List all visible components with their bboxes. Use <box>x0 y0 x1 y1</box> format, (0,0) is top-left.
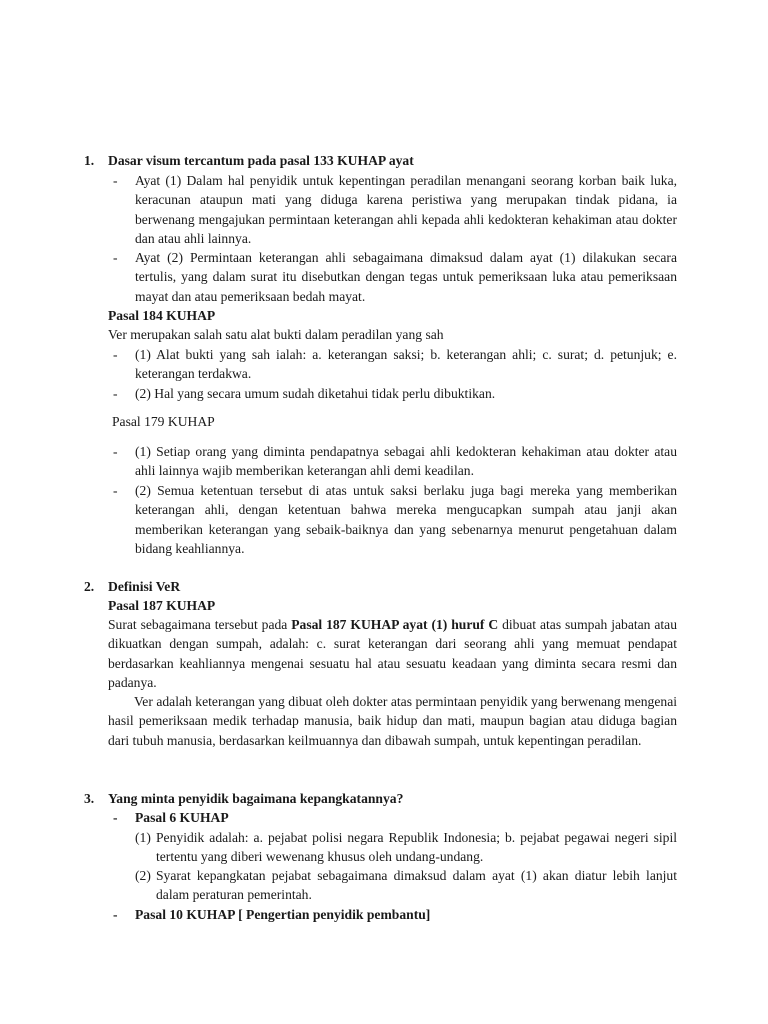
pasal-179-item-2: (2) Semua ketentuan tersebut di atas untuk saksi berlaku juga bagi mereka yang memberikan keterangan ahli, dengan ketentuan bahwa mereka mengucapkan sumpah atau janji akan memberikan keterangan yang sebaik-baiknya dan yang sebenarnya menurut pengetahuan dalam bidang keahliannya. <box>135 483 677 557</box>
section-2-title: Definisi VeR <box>108 579 181 594</box>
pasal-6-item-number: (2) <box>135 868 151 883</box>
pasal-6-title: Pasal 6 KUHAP <box>135 810 229 825</box>
section-2-number: 2. <box>84 579 95 594</box>
section-1-title: Dasar visum tercantum pada pasal 133 KUHAP ayat <box>108 153 414 168</box>
ayat-1-text: Ayat (1) Dalam hal penyidik untuk kepentingan peradilan menangani seorang korban baik luka, keracunan ataupun mati yang diduga karena peristiwa yang merupakan tindak pidana, ia berwenang mengajukan permintaan keterangan ahli kepada ahli kedokteran kehakiman atau dokter dan atau ahli lainnya. <box>135 173 677 247</box>
ver-definition-paragraph: Ver adalah keterangan yang dibuat oleh dokter atas permintaan penyidik yang berwenang mengenai hasil pemeriksaan medik terhadap manusia, baik hidup dan mati, maupun bagian atau diduga bagian dari tubuh manusia, berdasarkan keilmuannya dan dibawah sumpah, untuk kepentingan peradilan. <box>108 694 677 748</box>
pasal-187-title: Pasal 187 KUHAP <box>108 598 216 613</box>
pasal-6-item-1: Penyidik adalah: a. pejabat polisi negara Republik Indonesia; b. pejabat pegawai negeri sipil tertentu yang diberi wewenang khusus oleh undang-undang. <box>156 830 677 865</box>
pasal-184-title: Pasal 184 KUHAP <box>108 308 216 323</box>
pasal-187-paragraph-lead: Surat sebagaimana tersebut pada <box>108 617 292 632</box>
section-3-title: Yang minta penyidik bagaimana kepangkatannya? <box>108 791 404 806</box>
bullet-dash: - <box>113 250 118 265</box>
pasal-6-item-2: Syarat kepangkatan pejabat sebagaimana dimaksud dalam ayat (1) akan diatur lebih lanjut dalam peraturan pemerintah. <box>156 868 677 903</box>
bullet-dash: - <box>113 907 118 922</box>
pasal-184-intro: Ver merupakan salah satu alat bukti dalam peradilan yang sah <box>108 327 444 342</box>
pasal-187-paragraph-rest: dibuat atas sumpah jabatan atau dikuatkan dengan sumpah, adalah: c. surat keterangan dari seorang ahli yang memuat pendapat berdasarkan keahliannya mengenai sesuatu hal atau sesuatu keadaan yang diminta secara resmi dan padanya. <box>108 617 678 691</box>
ayat-2-text: Ayat (2) Permintaan keterangan ahli sebagaimana dimaksud dalam ayat (1) dilakukan secara tertulis, yang dalam surat itu disebutkan dengan tegas untuk pemeriksaan luka atau pemeriksaan mayat dan atau pemeriksaan bedah mayat. <box>135 250 677 304</box>
pasal-179-item-1: (1) Setiap orang yang diminta pendapatnya sebagai ahli kedokteran kehakiman atau dokter atau ahli lainnya wajib memberikan keterangan ahli demi keadilan. <box>135 444 677 479</box>
pasal-187-paragraph <box>108 615 677 693</box>
bullet-dash: - <box>113 173 118 188</box>
section-1-number: 1. <box>84 153 95 168</box>
pasal-6-item-number: (1) <box>135 830 151 845</box>
pasal-10-title: Pasal 10 KUHAP [ Pengertian penyidik pembantu] <box>135 907 431 922</box>
pasal-184-item-2: (2) Hal yang secara umum sudah diketahui tidak perlu dibuktikan. <box>135 386 496 401</box>
pasal-179-title: Pasal 179 KUHAP <box>112 414 215 429</box>
section-3-number: 3. <box>84 791 95 806</box>
bullet-dash: - <box>113 347 118 362</box>
bullet-dash: - <box>113 444 118 459</box>
bullet-dash: - <box>113 483 118 498</box>
bullet-dash: - <box>113 810 118 825</box>
pasal-187-reference: Pasal 187 KUHAP ayat (1) huruf C <box>291 617 499 632</box>
pasal-184-item-1: (1) Alat bukti yang sah ialah: a. keterangan saksi; b. keterangan ahli; c. surat; d. petunjuk; e. keterangan terdakwa. <box>135 347 677 382</box>
bullet-dash: - <box>113 386 118 401</box>
